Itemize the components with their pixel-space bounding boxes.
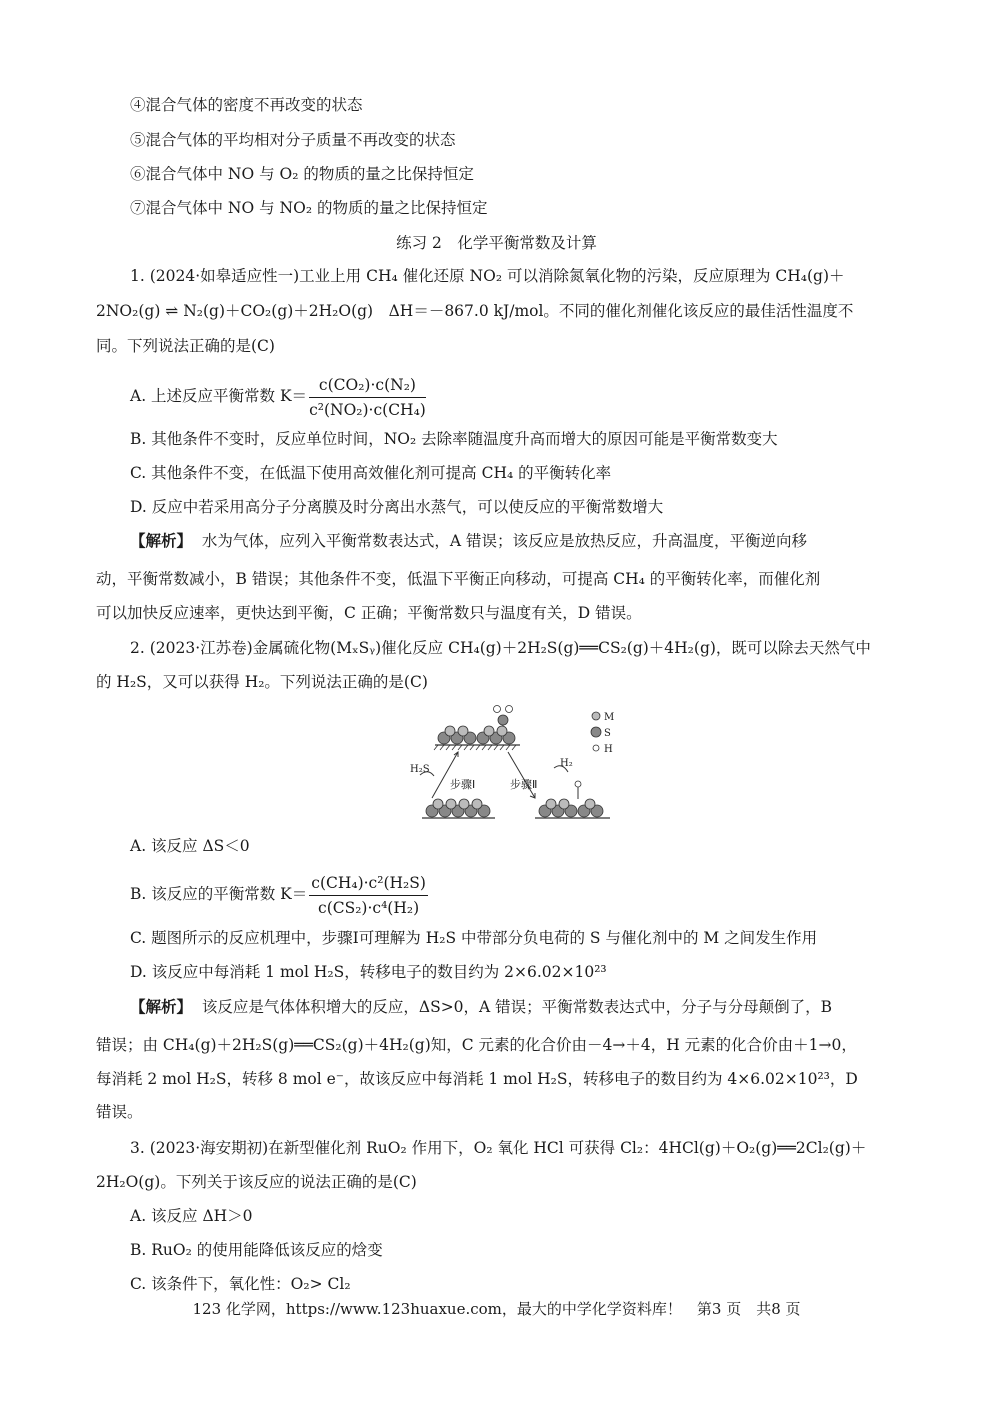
label-h2: H₂ <box>560 758 573 769</box>
q1-option-a-prefix: A. 上述反应平衡常数 K＝ <box>130 387 308 405</box>
q1-analysis-label: 【解析】 <box>130 531 193 550</box>
q1-option-a-numerator: c(CO₂)·c(N₂) <box>309 375 426 398</box>
q1-analysis-3: 可以加快反应速率，更快达到平衡，C 正确；平衡常数只与温度有关，D 错误。 <box>96 604 642 622</box>
q1-stem-1: 1. (2024·如皋适应性一)工业上用 CH₄ 催化还原 NO₂ 可以消除氮氧化物的污染，反应原理为 CH₄(g)＋ <box>130 267 845 285</box>
q2-option-a: A. 该反应 ΔS＜0 <box>130 837 250 855</box>
q1-option-d: D. 反应中若采用高分子分离膜及时分离出水蒸气，可以使反应的平衡常数增大 <box>130 498 664 516</box>
q2-analysis-label: 【解析】 <box>130 997 193 1016</box>
line-item-6: ⑥混合气体中 NO 与 O₂ 的物质的量之比保持恒定 <box>130 165 474 183</box>
line-item-5: ⑤混合气体的平均相对分子质量不再改变的状态 <box>130 131 456 149</box>
svg-text:M: M <box>604 712 615 723</box>
q3-option-c: C. 该条件下，氧化性：O₂> Cl₂ <box>130 1275 351 1293</box>
q2-option-c: C. 题图所示的反应机理中，步骤Ⅰ可理解为 H₂S 中带部分负电荷的 S 与催化剂中的 M 之间发生作用 <box>130 929 818 947</box>
section-title: 练习 2 化学平衡常数及计算 <box>396 234 597 252</box>
q2-analysis-4: 错误。 <box>96 1103 143 1121</box>
q1-option-a-fraction <box>309 375 426 420</box>
q1-option-a <box>130 372 426 420</box>
q1-stem-2: 2NO₂(g) ⇌ N₂(g)＋CO₂(g)＋2H₂O(g) ΔH＝－867.0 kJ/mol。不同的催化剂催化该反应的最佳活性温度不 <box>96 302 854 320</box>
q1-stem-3: 同。下列说法正确的是(C) <box>96 337 275 355</box>
q3-option-b: B. RuO₂ 的使用能降低该反应的焓变 <box>130 1241 383 1259</box>
catalyst-top <box>434 706 520 751</box>
diagram-legend <box>591 712 614 755</box>
line-item-7: ⑦混合气体中 NO 与 NO₂ 的物质的量之比保持恒定 <box>130 199 488 217</box>
label-step2: 步骤Ⅱ <box>510 778 538 791</box>
q1-option-c: C. 其他条件不变，在低温下使用高效催化剂可提高 CH₄ 的平衡转化率 <box>130 464 612 482</box>
q3-stem-2: 2H₂O(g)。下列关于该反应的说法正确的是(C) <box>96 1173 417 1191</box>
q3-stem-1: 3. (2023·海安期初)在新型催化剂 RuO₂ 作用下，O₂ 氧化 HCl 可获得 Cl₂：4HCl(g)＋O₂(g)══2Cl₂(g)＋ <box>130 1139 867 1157</box>
q2-option-b-prefix: B. 该反应的平衡常数 K＝ <box>130 885 308 903</box>
svg-text:H: H <box>604 744 613 755</box>
reaction-mechanism-diagram <box>410 700 630 825</box>
catalyst-right <box>535 781 610 818</box>
q2-analysis-2: 错误；由 CH₄(g)＋2H₂S(g)══CS₂(g)＋4H₂(g)知，C 元素的化合价由－4→＋4，H 元素的化合价由＋1→0， <box>96 1036 857 1054</box>
q1-analysis-1 <box>130 530 807 552</box>
q3-option-a: A. 该反应 ΔH＞0 <box>130 1207 253 1225</box>
q2-analysis-text-1: 该反应是气体体积增大的反应，ΔS>0，A 错误；平衡常数表达式中，分子与分母颠倒了，B <box>201 998 833 1016</box>
page-footer: 123 化学网，https://www.123huaxue.com，最大的中学化学资料库！ 第3 页 共8 页 <box>192 1300 801 1318</box>
line-item-4: ④混合气体的密度不再改变的状态 <box>130 96 363 114</box>
q2-stem-2: 的 H₂S，又可以获得 H₂。下列说法正确的是(C) <box>96 673 428 691</box>
q2-option-b-denominator: c(CS₂)·c⁴(H₂) <box>318 898 420 917</box>
q2-analysis-1 <box>130 996 832 1018</box>
q2-option-b <box>130 870 428 918</box>
q1-option-b: B. 其他条件不变时，反应单位时间，NO₂ 去除率随温度升高而增大的原因可能是平衡常数变大 <box>130 430 778 448</box>
reaction-arrows <box>420 752 568 798</box>
label-step1: 步骤Ⅰ <box>450 778 476 791</box>
catalyst-left <box>422 799 495 818</box>
q2-option-b-fraction <box>309 873 428 918</box>
q2-option-b-numerator: c(CH₄)·c²(H₂S) <box>309 873 428 896</box>
q2-stem-1: 2. (2023·江苏卷)金属硫化物(MₓSᵧ)催化反应 CH₄(g)＋2H₂S(g)══CS₂(g)＋4H₂(g)，既可以除去天然气中 <box>130 639 871 657</box>
q1-option-a-denominator: c²(NO₂)·c(CH₄) <box>309 400 426 419</box>
svg-text:S: S <box>604 728 611 739</box>
label-h2s: H₂S <box>410 764 430 775</box>
q2-option-d: D. 该反应中每消耗 1 mol H₂S，转移电子的数目约为 2×6.02×10²³ <box>130 963 607 981</box>
q1-analysis-text-1: 水为气体，应列入平衡常数表达式，A 错误；该反应是放热反应，升高温度，平衡逆向移 <box>201 532 807 550</box>
q2-analysis-3: 每消耗 2 mol H₂S，转移 8 mol e⁻，故该反应中每消耗 1 mol H₂S，转移电子的数目约为 4×6.02×10²³，D <box>96 1070 858 1088</box>
q1-analysis-2: 动，平衡常数减小，B 错误；其他条件不变，低温下平衡正向移动，可提高 CH₄ 的平衡转化率，而催化剂 <box>96 570 821 588</box>
